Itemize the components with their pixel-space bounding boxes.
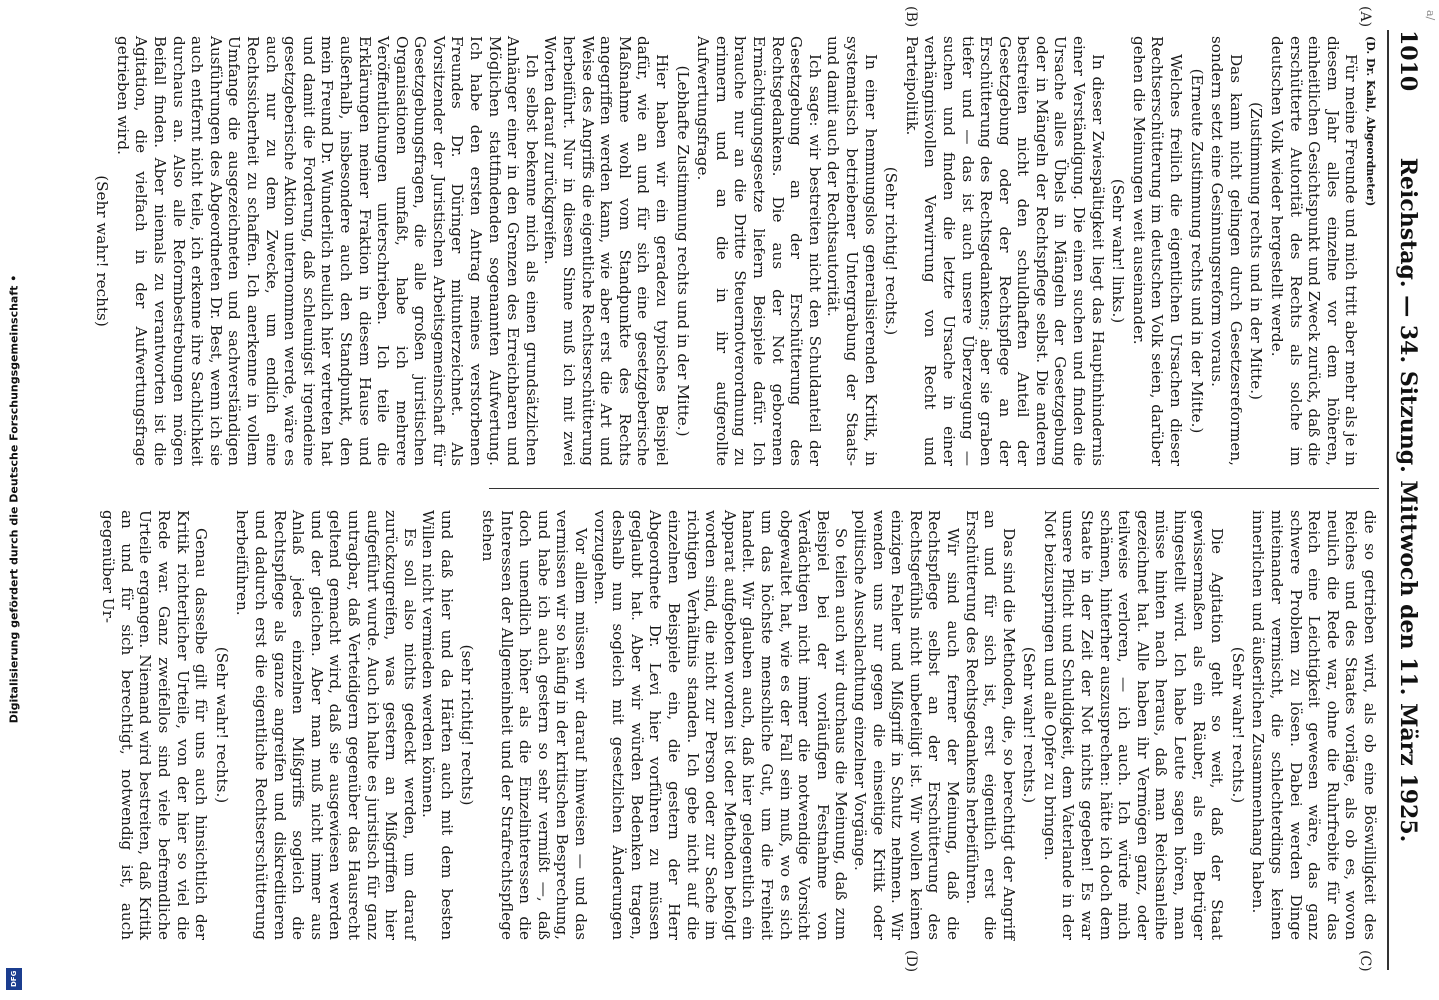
paragraph: Die Agitation geht so weit, daß der Staat gewissermaßen als ein Räuber, als ein Betrüger hingestellt wird. Ich habe Leute sagen hören, man müsse hinten nach heraus, daß man Reichsanleihe gezeichnet hat. Alle haben ihr Vermögen ganz, oder teilweise verloren, — ich auch. Ich würde mich schämen, hinterher auszusprechen: hätte ich doch dem Staate in der Zeit der Not nichts gegeben! Es war unsere Pflicht und Schuldigkeit, dem Vaterlande in der Not beizuspringen und alle Opfer zu bringen.	[1040, 510, 1227, 940]
margin-marker-d: (D)	[903, 950, 919, 973]
paragraph: Hier haben wir ein geradezu typisches Beispiel dafür, wie an und für sich eine gesetzgeberische Maßnahme wohl vom Standpunkte des Rechts angegriffen werden kann, wie aber erst die Art und Weise des Angriffs die eigentliche Rechtserschütterung herbeiführt. Nur in diesem Sinne muß ich mit zwei Worten darauf zurückgreifen.	[541, 36, 672, 466]
paragraph: Für meine Freunde und mich tritt aber mehr als je in diesem Jahr alles einzelne vor dem höheren, einheitlichen Gesichtspunkt und Zweck zurück, daß die erschütterte Autorität des Rechts als solche im deutschen Volk wieder hergestellt werde.	[1268, 36, 1361, 466]
reaction: (Sehr richtig! rechts.)	[882, 166, 901, 336]
running-title: Reichstag. — 34. Sitzung. Mittwoch den 11. März 1925.	[1395, 157, 1421, 843]
column-divider	[489, 488, 1379, 489]
reaction: (Sehr wahr! rechts.)	[1228, 646, 1247, 804]
paragraph: Ich sage: wir bestreiten nicht den Schuldanteil der Gesetzgebung an der Erschütterung des Rechtsgedankens. Die aus der Not geborenen Ermächtigungsgesetze liefern Beispiele dafür. Ich brauche nur an die Dritte Steuernotverordnung zu erinnern und an die in ihr aufgerollte Aufwertungsfrage.	[694, 36, 824, 466]
digitization-credit: Digitalisierung gefördert durch die Deutsche Forschungsgemeinschaft •	[7, 274, 21, 724]
reaction: (Erneute Zustimmung rechts und in der Mitte.)	[1187, 68, 1206, 434]
reaction: (Sehr wahr! rechts)	[93, 175, 112, 327]
paragraph: Das sind die Methoden, die, so berechtigt der Angriff an und für sich ist, erst eigentlich erst die Erschütterung des Rechtsgedankens herbeiführen.	[962, 510, 1018, 940]
paragraph: und daß hier und da Härten auch mit dem besten Willen nicht vermieden werden können.	[419, 510, 456, 940]
page-number: 1010	[1395, 30, 1421, 92]
rotated-newspaper-page	[5, 0, 1439, 1000]
reaction: (Sehr wahr! links.)	[1109, 178, 1128, 324]
paragraph: Wir sind auch ferner der Meinung, daß die Rechtspflege selbst an der Erschütterung des Rechtsgefühls nicht unbeteiligt ist. Wir wollen keinen einzigen Fehler und Mißgriff in Schutz nehmen. Wir wenden uns nur gegen die einseitige Kritik oder politische Ausschlachtung einzelner Vorgänge.	[850, 510, 962, 940]
handwritten-mark: a/	[1424, 10, 1437, 21]
reaction: (Lebhafte Zustimmung rechts und in der Mitte.)	[673, 65, 692, 437]
dfg-logo: DFG	[6, 968, 22, 990]
paragraph: Das kann nicht gelingen durch Gesetzesreformen, sondern setzt eine Gesinnungsreform voraus.	[1208, 36, 1245, 466]
speaker-label: (D. Dr. Kahl, Abgeordneter)	[1364, 36, 1377, 207]
margin-marker-a: (A)	[1357, 6, 1373, 28]
paragraph: Vor allem müssen wir darauf hinweisen — und das vermissen wir so häufig in der kritischen Besprechung, und habe ich auch gestern so sehr vermißt —, daß doch unendlich höher als die Einzelinteressen die Interessen der Allgemeinheit und der Strafrechtspflege stehen	[479, 510, 591, 940]
paragraph: So teilen auch wir durchaus die Meinung, daß zum Beispiel bei der vorläufigen Festnahme von Verdächtigen nicht immer die notwendige Vorsicht obgewaltet hat, wie es der Fall sein muß, wo es sich um das höchste menschliche Gut, um die Freiheit handelt. Wir glauben auch, daß hier gelegentlich ein Apparat aufgeboten worden ist oder Methoden befolgt worden sind, die nicht zur Person oder zur Sache im richtigen Verhältnis standen. Ich gebe nicht auf die einzelnen Beispiele ein, die gestern der Herr Abgeordnete Dr. Levi hier vorführen zu müssen geglaubt hat. Aber wir würden Bedenken tragen, deshalb nun sogleich mit gesetzlichen Änderungen vorzugehen.	[590, 510, 851, 940]
paragraph: Genau dasselbe gilt für uns auch hinsichtlich der Kritik richterlicher Urteile, von der hier so viel die Rede war. Ganz zweifellos sind viele befremdliche Urteile ergangen. Niemand wird bestreiten, daß Kritik an und für sich berechtigt, notwendig ist, auch gegenüber Ur-	[99, 510, 211, 940]
reaction: (sehr richtig! rechts)	[458, 644, 477, 806]
paragraph: In einer hemmungslos generalisierenden Kritik, in systematisch betriebener Untergrabung der Staats- und damit auch der Rechtsautorität.	[824, 36, 880, 466]
left-column	[91, 36, 1379, 466]
margin-marker-b: (B)	[903, 6, 919, 28]
header-rule	[1387, 30, 1389, 970]
paragraph: Welches freilich die eigentlichen Ursachen dieser Rechtserschütterung im deutschen Volk seien, darüber gehen die Meinungen weit auseinander.	[1129, 36, 1186, 466]
digitization-footer	[4, 4, 24, 994]
right-column	[99, 510, 1379, 940]
paragraph: Ich selbst bekenne mich als einen grundsätzlichen Anhänger einer in den Grenzen des Erreichbaren und Möglichen stattfindenden sogenannten Aufwertung. Ich habe den ersten Antrag meines verstorbenen Freundes Dr. Düringer mitunterzeichnet. Als Vorsitzender der Juristischen Arbeitsgemeinschaft für Gesetzgebungsfragen, die alle großen juristischen Organisationen umfaßt, habe ich mehrere Veröffentlichungen unterschrieben. Ich teile die Erklärungen meiner Fraktion in diesem Hause und außerhalb, insbesondere auch den Standpunkt, den mein Freund Dr. Wunderlich neulich hier vertreten hat und damit die Forderung, daß schleunigst irgendeine gesetzgeberische Aktion unternommen werde, wäre es auch nur zu dem Zwecke, um endlich eine Rechtssicherheit zu schaffen. Ich anerkenne in vollem Umfange die ausgezeichneten und sachverständigen Ausführungen des Abgeordneten Dr. Best, wenn ich sie auch entfernt nicht teile, ich erkenne ihre Sachlichkeit durchaus an. Also alle Reformbestrebungen mögen Beifall finden. Aber niemals zu verantworten ist die Agitation, die vielfach in der Aufwertungsfrage getrieben wird.	[113, 36, 541, 466]
reaction: (Sehr wahr! rechts.)	[212, 646, 231, 804]
margin-marker-c: (C)	[1357, 950, 1373, 972]
reaction: (Zustimmung rechts und in der Mitte.)	[1247, 102, 1266, 400]
paragraph: die so getrieben wird, als ob eine Böswilligkeit des Reiches und des Staates vorläge, als ob es, wovon neulich die Rede war, ohne die Ruhrfrebite für das Reich eine Leichtigkeit gewesen wäre, das ganz schwere Problem zu lösen. Dabei werden Dinge miteinander vermischt, die schlechterdings keinen innerlichen und äußerlichen Zusammenhang haben.	[1249, 510, 1379, 940]
reaction: (Sehr wahr! rechts.)	[1020, 646, 1039, 804]
paragraph: In dieser Zwiespältigkeit liegt das Hauptinhindernis einer Verständigung. Die einen suchen und finden die Ursache alles Übels in Mängeln der Gesetzgebung oder in Mängeln der Rechtspflege selbst. Die anderen bestreiten nicht den schuldhaften Anteil der Gesetzgebung oder der Rechtspflege an der Erschütterung des Rechtsgedankens; aber sie graben tiefer und — das ist auch unsere Überzeugung — suchen und finden die letzte Ursache in einer verhängnisvollen Verwirrung von Recht und Parteipolitik.	[902, 36, 1107, 466]
paragraph: Es soll also nichts gedeckt werden, um darauf zurückzugreifen, was gestern an Mißgriffen hier aufgeführt wurde. Auch ich halte es juristisch für ganz untragbar, daß Verteidigern gegenüber das Hausrecht geltend gemacht wird, daß sie ausgewiesen werden und der gleichen. Aber man muß nicht immer aus Anlaß jedes einzelnen Mißgriffs sogleich die Rechtspflege als ganze angreifen und diskreditieren und dadurch erst die eigentliche Rechtserschütterung herbeiführen.	[233, 510, 419, 940]
page-header	[1391, 0, 1421, 1000]
